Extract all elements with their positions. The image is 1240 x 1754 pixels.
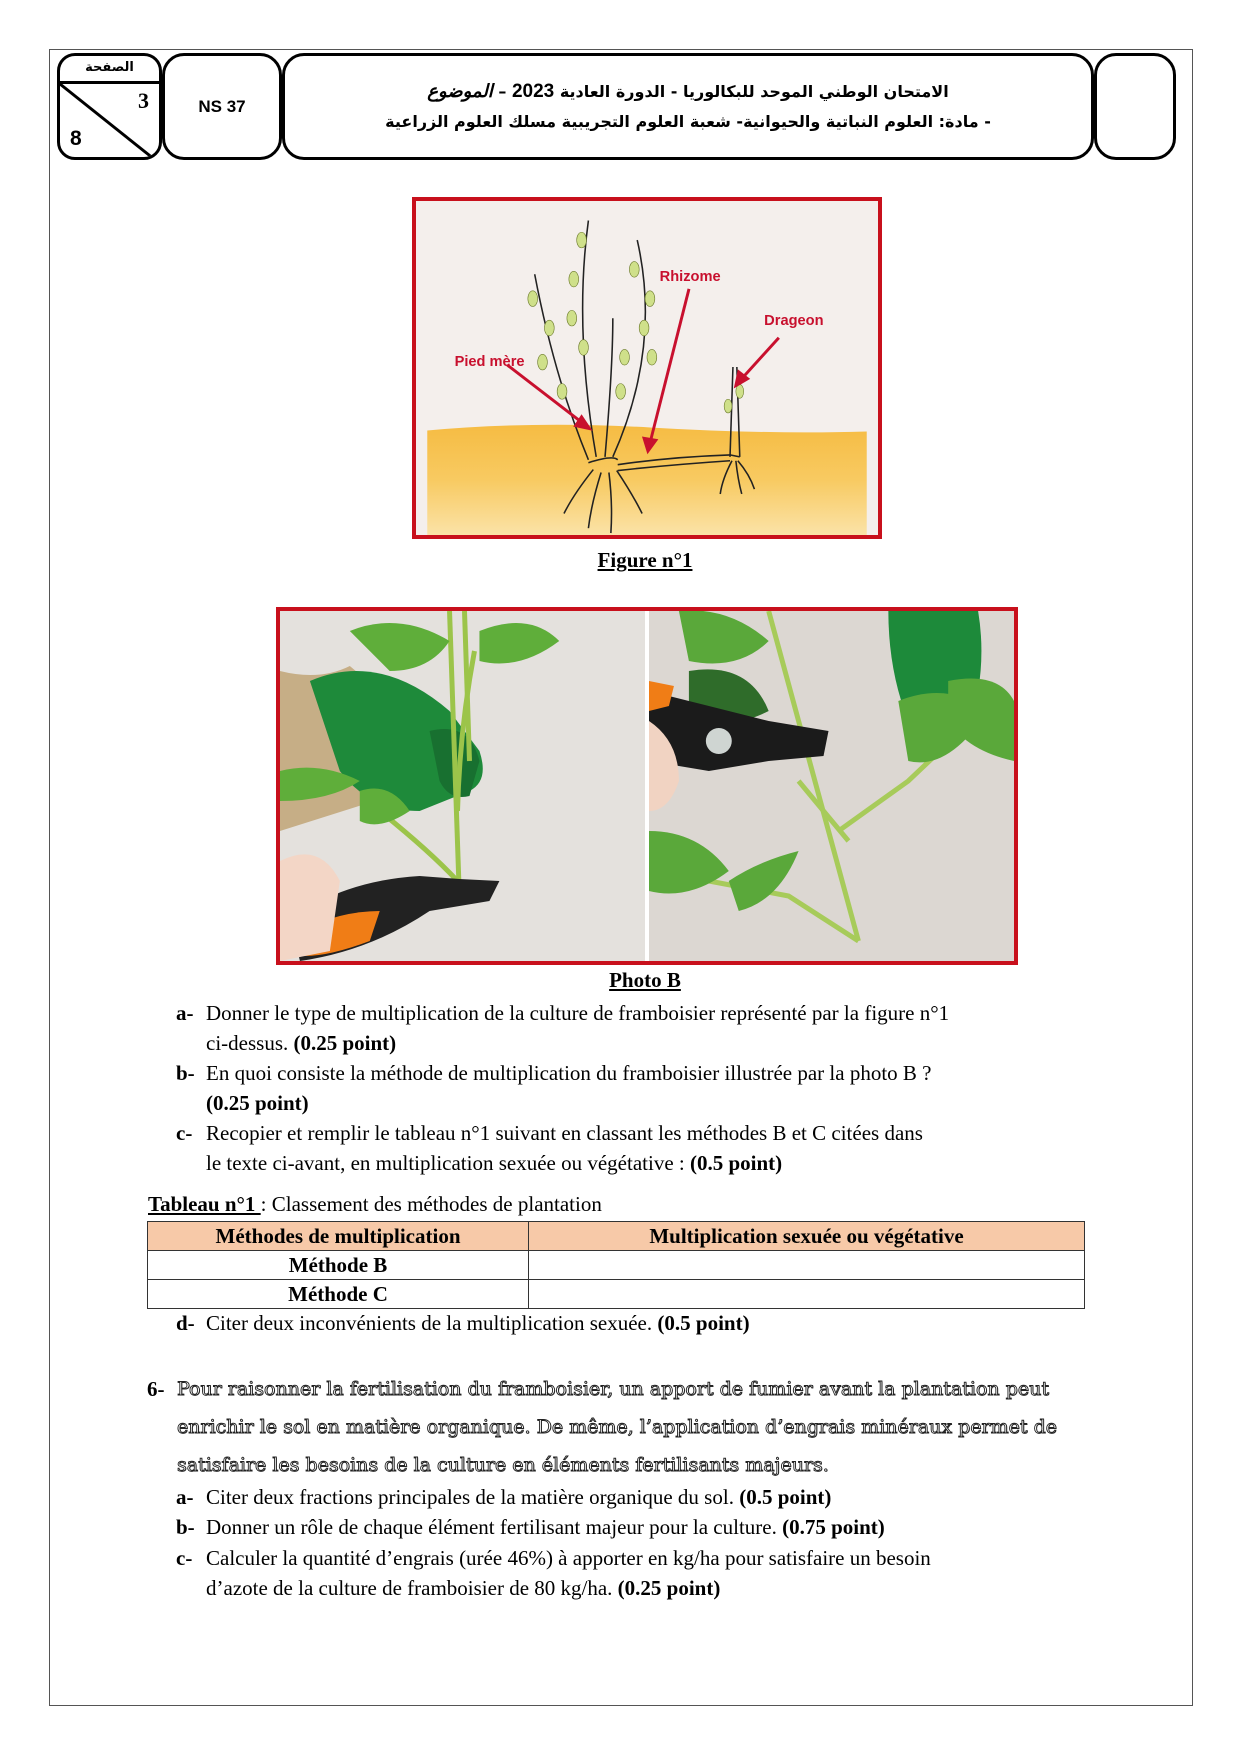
question-5c: c- Recopier et remplir le tableau n°1 suivant en classant les méthodes B et C citées dans le texte ci-avant, en multiplication sexuée ou végétative : (0.5 point) bbox=[176, 1121, 923, 1175]
label-pied-mere: Pied mère bbox=[454, 354, 525, 371]
cell-method-c: Méthode C bbox=[148, 1280, 529, 1309]
subject-word: الموضوع bbox=[427, 80, 493, 102]
photo-b-caption: Photo B bbox=[609, 968, 681, 992]
table-row bbox=[148, 1280, 1085, 1309]
table-1 bbox=[147, 1221, 1085, 1309]
question-6a: a- Citer deux fractions principales de la matière organique du sol. (0.5 point) bbox=[176, 1485, 832, 1509]
exam-title-line2: - مادة: العلوم النباتية والحيوانية- شعبة العلوم التجريبية مسلك العلوم الزراعية bbox=[385, 111, 991, 131]
raspberry-rhizome-illustration bbox=[416, 201, 878, 535]
cell-method-c-type bbox=[529, 1280, 1085, 1309]
figure-1-caption: Figure n°1 bbox=[597, 548, 693, 572]
exam-code-box bbox=[162, 53, 282, 160]
question-5d: d- Citer deux inconvénients de la multiplication sexuée. (0.5 point) bbox=[176, 1311, 750, 1335]
col-header-methods: Méthodes de multiplication bbox=[148, 1222, 529, 1251]
pruning-photo-left bbox=[280, 611, 645, 961]
question-6b: b- Donner un rôle de chaque élément fertilisant majeur pour la culture. (0.75 point) bbox=[176, 1515, 885, 1539]
exam-title-box bbox=[282, 53, 1094, 160]
figure-1-diagram bbox=[412, 197, 882, 539]
question-5a: a- Donner le type de multiplication de la culture de framboisier représenté par la figure n°1 ci-dessus. (0.25 point) bbox=[176, 1001, 950, 1055]
question-6-number: 6- bbox=[147, 1377, 165, 1401]
page-current: 3 bbox=[138, 88, 149, 113]
pruning-photo-right bbox=[649, 611, 1014, 961]
exam-title-line1: الامتحان الوطني الموحد للبكالوريا - الدورة العادية 2023 – الموضوع bbox=[427, 80, 949, 102]
question-6c: c- Calculer la quantité d’engrais (urée 46%) à apporter en kg/ha pour satisfaire un besoin d’azote de la culture de framboisier de 80 kg/ha. (0.25 point) bbox=[176, 1546, 931, 1600]
table-row bbox=[148, 1251, 1085, 1280]
exam-year: 2023 bbox=[511, 80, 555, 102]
page-number-box bbox=[57, 53, 162, 160]
question-5b: b- En quoi consiste la méthode de multiplication du framboisier illustrée par la photo B ? (0.25 point) bbox=[176, 1061, 932, 1115]
exam-code: NS 37 bbox=[198, 96, 246, 116]
page-label: الصفحة bbox=[60, 56, 159, 84]
table-header-row bbox=[148, 1222, 1085, 1251]
label-drageon: Drageon bbox=[764, 313, 824, 330]
cell-method-b: Méthode B bbox=[148, 1251, 529, 1280]
photo-b-left bbox=[280, 611, 645, 961]
table-1-title: Tableau n°1 : Classement des méthodes de plantation bbox=[148, 1192, 602, 1216]
label-rhizome: Rhizome bbox=[659, 269, 721, 286]
photo-b-right bbox=[649, 611, 1014, 961]
cell-method-b-type bbox=[529, 1251, 1085, 1280]
photo-b bbox=[276, 607, 1018, 965]
question-6-intro: 6- Pour raisonner la fertilisation du framboisier, un apport de fumier avant la plantation peut enrichir le sol en matière organique. De même, l’application d’engrais minéraux permet de satisfaire les besoins de la culture en éléments fertilisants majeurs. bbox=[147, 1370, 1122, 1484]
logo-box bbox=[1094, 53, 1176, 160]
col-header-type: Multiplication sexuée ou végétative bbox=[529, 1222, 1085, 1251]
page-total: 8 bbox=[70, 127, 82, 150]
